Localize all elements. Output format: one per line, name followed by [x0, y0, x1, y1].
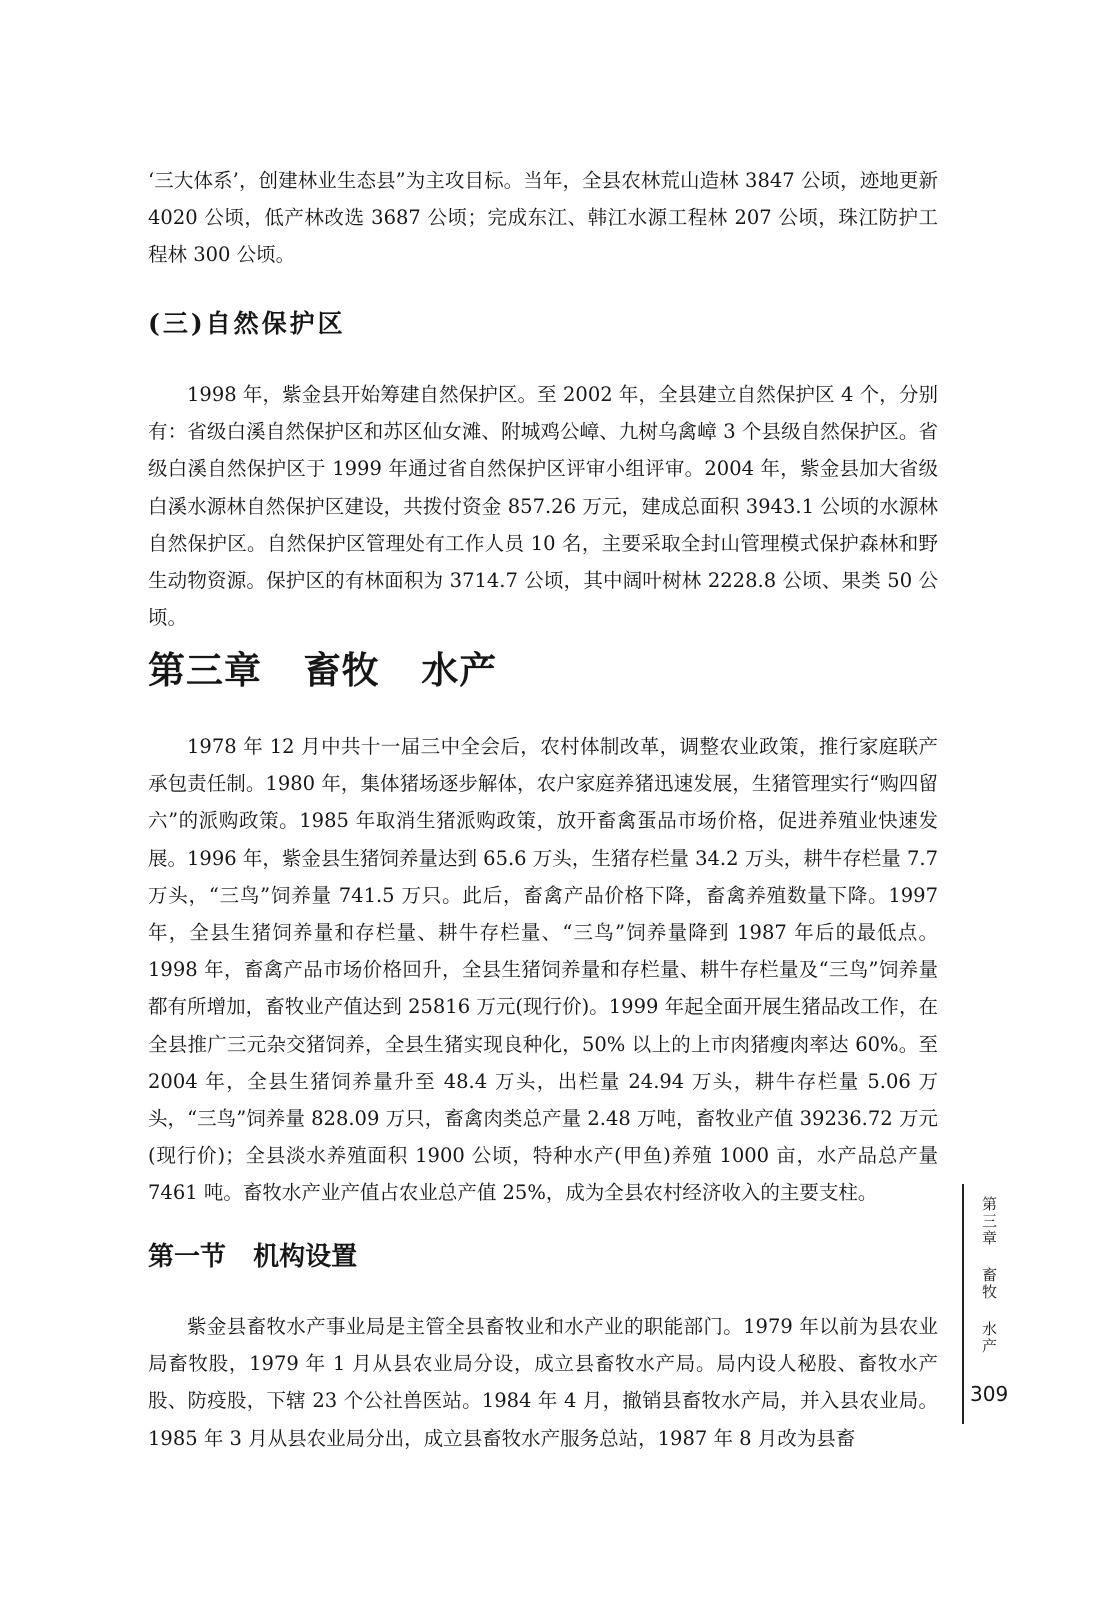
- section-title: 第一节 机构设置: [148, 1242, 358, 1272]
- margin-divider: [962, 1184, 964, 1424]
- paragraph-institutions: 紫金县畜牧水产事业局是主管全县畜牧业和水产业的职能部门。1979 年以前为县农业局畜牧股，1979 年 1 月从县农业局分设，成立县畜牧水产局。局内设人秘股、畜牧水产股、防疫股，下辖 23 个公社兽医站。1984 年 4 月，撤销县畜牧水产局，并入县农业局。1985 年 3 月从县农业局分出，成立县畜牧水产服务总站，1987 年 8 月改为县畜: [148, 1315, 938, 1450]
- page-number: 309: [970, 1382, 1009, 1406]
- paragraph-forestry-targets: ‘三大体系’，创建林业生态县”为主攻目标。当年，全县农林荒山造林 3847 公顷，迹地更新 4020 公顷，低产林改选 3687 公顷；完成东江、韩江水源工程林 207 公顷，珠江防护工程林 300 公顷。: [148, 169, 938, 267]
- paragraph-nature-reserves: 1998 年，紫金县开始筹建自然保护区。至 2002 年，全县建立自然保护区 4 个，分别有：省级白溪自然保护区和苏区仙女滩、附城鸡公嶂、九树乌禽嶂 3 个县级自然保护区。省级白溪自然保护区于 1999 年通过省自然保护区评审小组评审。2004 年，紫金县加大省级白溪水源林自然保护区建设，共拨付资金 857.26 万元，建成总面积 3943.1 公顷的水源林自然保护区。自然保护区管理处有工作人员 10 名，主要采取全封山管理模式保护森林和野生动物资源。保护区的有林面积为 3714.7 公顷，其中阔叶树林 2228.8 公顷、果类 50 公顷。: [148, 383, 938, 630]
- chapter-title: 第三章 畜牧 水产: [148, 649, 498, 692]
- subheading-nature-reserves: (三)自然保护区: [148, 309, 346, 338]
- paragraph-livestock-overview: 1978 年 12 月中共十一届三中全会后，农村体制改革，调整农业政策，推行家庭联产承包责任制。1980 年，集体猪场逐步解体，农户家庭养猪迅速发展，生猪管理实行“购四留六”的派购政策。1985 年取消生猪派购政策，放开畜禽蛋品市场价格，促进养殖业快速发展。1996 年，紫金县生猪饲养量达到 65.6 万头，生猪存栏量 34.2 万头，耕牛存栏量 7.7 万头，“三鸟”饲养量 741.5 万只。此后，畜禽产品价格下降，畜禽养殖数量下降。1997 年，全县生猪饲养量和存栏量、耕牛存栏量、“三鸟”饲养量降到 1987 年后的最低点。1998 年，畜禽产品市场价格回升，全县生猪饲养量和存栏量、耕牛存栏量及“三鸟”饲养量都有所增加，畜牧业产值达到 25816 万元(现行价)。1999 年起全面开展生猪品改工作，在全县推广三元杂交猪饲养，全县生猪实现良种化，50% 以上的上市肉猪瘦肉率达 60%。至 2004 年，全县生猪饲养量升至 48.4 万头，出栏量 24.94 万头，耕牛存栏量 5.06 万头，“三鸟”饲养量 828.09 万只，畜禽肉类总产量 2.48 万吨，畜牧业产值 39236.72 万元(现行价)；全县淡水养殖面积 1900 公顷，特种水产(甲鱼)养殖 1000 亩，水产品总产量 7461 吨。畜牧水产业产值占农业总产值 25%，成为全县农村经济收入的主要支柱。: [148, 735, 938, 1205]
- running-head: 第三章 畜牧 水产: [980, 1196, 998, 1355]
